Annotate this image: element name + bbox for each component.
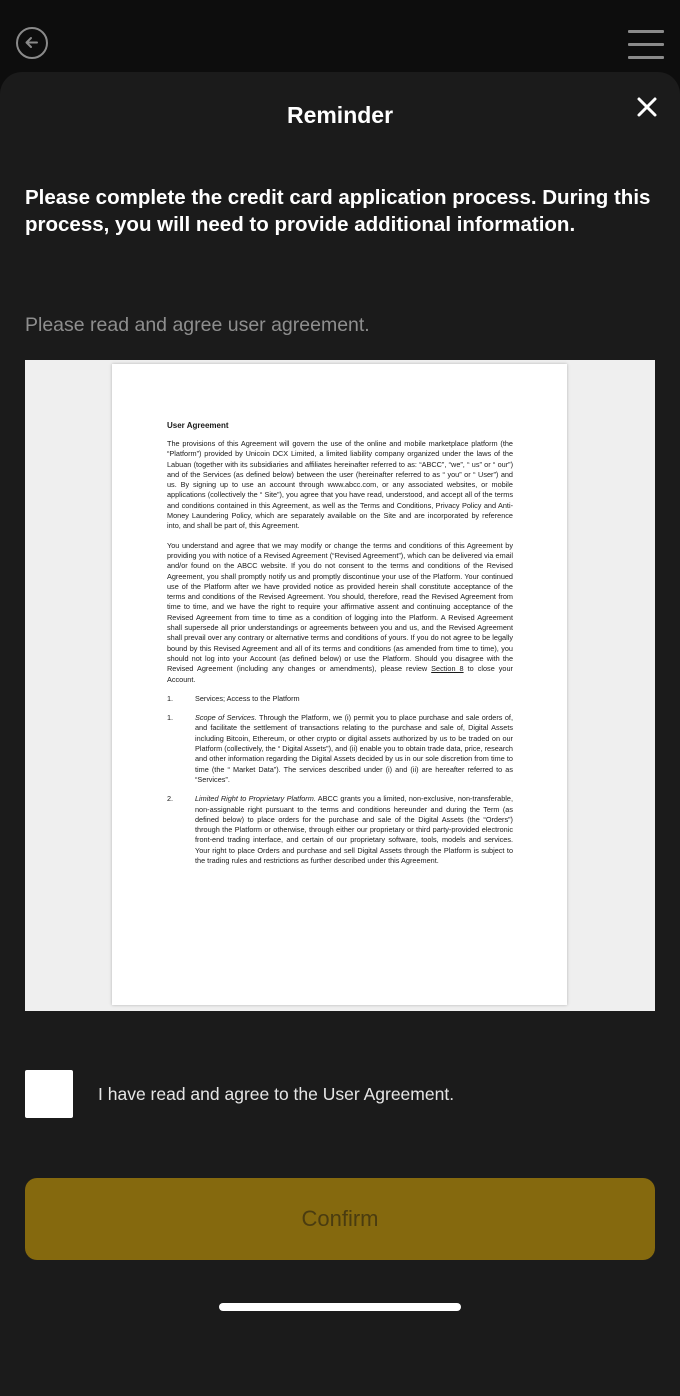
top-bar (0, 0, 680, 80)
confirm-button[interactable]: Confirm (25, 1178, 655, 1260)
reminder-sheet (0, 72, 680, 1396)
section-8-link[interactable]: Section 8 (431, 664, 464, 674)
item-text (195, 713, 513, 785)
item-title: Scope of Services. (195, 713, 257, 723)
item-number: 2. (167, 794, 174, 804)
item-number: 1. (167, 713, 174, 723)
agree-checkbox-label[interactable]: I have read and agree to the User Agreement. (98, 1084, 455, 1104)
document-section-heading (167, 694, 513, 704)
paragraph-text: You understand and agree that we may modify or change the terms and conditions of this Agreement by providing you with notice of a Revised Agreement (“Revised Agreement”), which can be delivered via email and/or found on the ABCC website. If you do not consent to the terms and conditions of the Revised Agreement, you shall promptly notify us and promptly discontinue your use of the Platform. Your continued use of the Platform after we have provided notice as provided herein shall constitute acceptance of the terms and conditions of the Revised Agreement. You should, therefore, read the Revised Agreement from time to time, and we have the right to require your affirmative assent and continuing acceptance of the Revised Agreement from time to time as a condition of logging into the Platform. A Revised Agreement shall supersede all prior understandings or agreements between you and us, and the Revised Agreement shall prevail over any contrary or alternative terms and conditions of yours. If you do not agree to be legally bound by this Revised Agreement and all of its terms and conditions (as amended from time to time), you should not log into your Account (as defined below) or use the Platform. Should you disagree with the Revised Agreement (including any changes or amendments), please review (167, 540, 513, 674)
hamburger-menu-icon (628, 30, 664, 33)
agreement-document-viewer[interactable] (25, 360, 655, 1011)
item-body: ABCC grants you a limited, non-exclusive, non-transferable, non-assignable right pursuant to the terms and conditions hereunder and during the Term (as defined below) to place orders for the purchase and sale of the Digital Assets (the “Orders”) through the Platform or otherwise, through either our proprietary or third party-provided electronic front-end trading interface, and certain of our proprietary software, tools, models and services. Your right to place Orders and purchase and sell Digital Assets through the Platform is subject to the trading rules and restrictions as further described under this Agreement. (195, 794, 513, 865)
document-page (112, 364, 567, 1005)
arrow-left-circle-icon (22, 33, 41, 52)
reminder-heading: Please complete the credit card application process. During this process, you will need to provide additional information. (25, 186, 651, 236)
hamburger-menu-icon (628, 56, 664, 59)
close-button[interactable] (636, 96, 658, 118)
document-list-item (167, 794, 513, 866)
paragraph-text: to close your Account. (167, 664, 513, 684)
item-title: Limited Right to Proprietary Platform. (195, 794, 316, 804)
close-icon (636, 96, 658, 118)
section-number: 1. (167, 693, 174, 703)
back-button[interactable] (16, 27, 48, 59)
document-title: User Agreement (167, 421, 229, 430)
agree-checkbox[interactable] (25, 1070, 73, 1118)
hamburger-menu-icon (628, 43, 664, 46)
menu-button[interactable] (628, 30, 664, 60)
item-text (195, 794, 513, 866)
document-list-item (167, 713, 513, 785)
item-body: Through the Platform, we (i) permit you to place purchase and sale orders of, and facilitate the settlement of transactions relating to the purchase and sale of, Digital Assets including Bitcoin, Ethereum, or other crypto or digital assets authorized by us to be traded on our Platform (collectively, the “ Digital Assets”), and (ii) enable you to obtain trade data, price, research and other information regarding the Digital Assets decided by us in our sole discretion from time to time (the “ Market Data”). The services described under (i) and (ii) are hereafter referred to as “Services”. (195, 713, 513, 784)
document-paragraph (167, 541, 513, 685)
document-paragraph: The provisions of this Agreement will govern the use of the online and mobile marketplace platform (the “Platform”) provided by Unicoin DCX Limited, a limited liability company organized under the laws of the Labuan (together with its subsidiaries and affiliates hereinafter referred to as: “ABCC”, “we”, “ us” or “ our”) and of the Services (as defined below) between the user (hereinafter referred to as “ you” or “ User”) and us. By signing up to use an account through www.abcc.com, or any associated websites, or mobile applications (collectively the “ Site”), you agree that you have read, understood, and accept all of the terms and conditions contained in this Agreement, as well as the Terms and Conditions, Privacy Policy and Anti-Money Laundering Policy, which are separately available on the Site and are incorporated by reference into, and shall be part of, this Agreement. (167, 439, 513, 531)
section-title: Services; Access to the Platform (195, 693, 300, 703)
home-indicator (219, 1303, 461, 1311)
agreement-prompt: Please read and agree user agreement. (25, 314, 370, 336)
sheet-title: Reminder (286, 102, 394, 128)
